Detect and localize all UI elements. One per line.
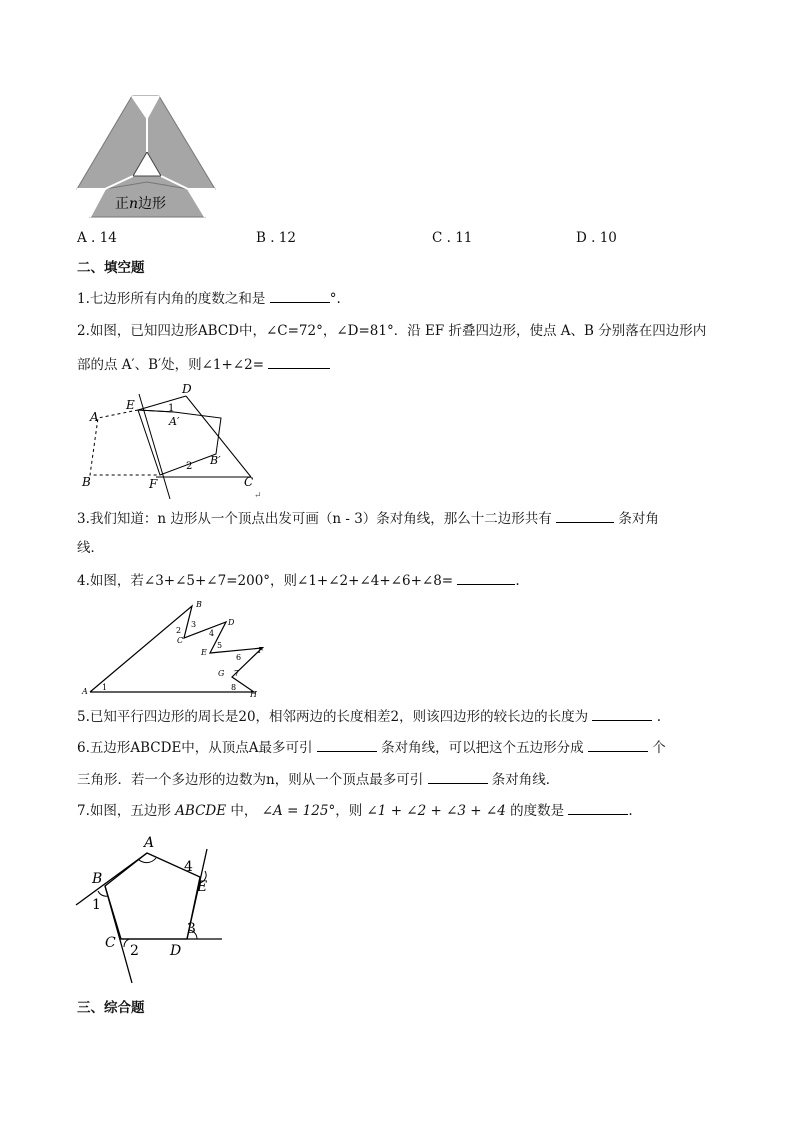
option-b: B . 12 — [256, 230, 296, 246]
svg-text:F: F — [149, 477, 158, 491]
answer-blank — [268, 354, 330, 369]
svg-text:B: B — [92, 871, 103, 887]
answer-blank — [457, 570, 515, 585]
svg-text:3: 3 — [187, 921, 196, 937]
answer-blank — [317, 737, 377, 752]
figure-pentagon — [74, 833, 230, 985]
answer-blank — [592, 706, 652, 721]
answer-blank — [556, 508, 614, 523]
svg-text:B′: B′ — [210, 454, 221, 467]
question-6-line-1: 6.五边形ABCDE中，从顶点A最多可引 条对角线，可以把这个五边形分成 个 — [77, 737, 666, 758]
svg-text:B: B — [196, 600, 202, 609]
svg-text:A: A — [144, 835, 155, 851]
svg-text:E: E — [126, 398, 135, 412]
svg-text:2: 2 — [186, 461, 193, 472]
svg-text:2: 2 — [130, 943, 139, 959]
svg-text:F: F — [258, 646, 264, 655]
svg-text:D: D — [228, 618, 235, 627]
figure-zigzag-angles — [76, 598, 272, 700]
svg-text:6: 6 — [236, 653, 242, 662]
svg-text:D: D — [182, 382, 192, 396]
svg-text:7: 7 — [234, 669, 240, 678]
svg-text:1: 1 — [168, 403, 175, 414]
section-title-fill-blank: 二、填空题 — [77, 260, 145, 276]
question-2-line-2: 部的点 A′、B′处，则∠1+∠2= — [77, 354, 330, 375]
svg-text:A′: A′ — [169, 415, 180, 428]
answer-blank — [270, 288, 330, 303]
section-title-comprehensive: 三、综合题 — [77, 1000, 145, 1016]
svg-text:1: 1 — [102, 683, 108, 692]
svg-text:D: D — [170, 943, 182, 959]
question-5: 5.已知平行四边形的周长是20，相邻两边的长度相差2，则该四边形的较长边的长度为 . — [77, 706, 661, 727]
question-1: 1.七边形所有内角的度数之和是 °. — [77, 288, 341, 309]
question-3-line-1: 3.我们知道：n 边形从一个顶点出发可画（n - 3）条对角线，那么十二边形共有 条对角 — [77, 508, 659, 529]
svg-text:C: C — [244, 475, 254, 489]
svg-text:4: 4 — [209, 629, 215, 638]
option-c: C . 11 — [432, 230, 473, 246]
svg-text:A: A — [82, 687, 88, 696]
svg-text:5: 5 — [217, 641, 223, 650]
answer-blank — [428, 769, 488, 784]
svg-text:C: C — [177, 636, 184, 645]
svg-text:4: 4 — [184, 859, 193, 875]
svg-text:G: G — [218, 669, 225, 678]
figure-folded-quadrilateral — [76, 380, 276, 502]
option-d: D . 10 — [576, 230, 617, 246]
figure-label: 正n边形 — [115, 196, 167, 212]
svg-text:B: B — [82, 475, 91, 489]
answer-blank — [568, 800, 628, 815]
question-7: 7.如图，五边形 ABCDE 中， ∠A = 125°，则 ∠1 + ∠2 + ∠3 + ∠4 的度数是 . — [77, 800, 633, 821]
svg-text:A: A — [90, 410, 99, 424]
svg-text:3: 3 — [191, 620, 197, 629]
svg-text:↵: ↵ — [254, 491, 262, 501]
svg-text:E: E — [197, 879, 208, 895]
svg-text:2: 2 — [176, 626, 182, 635]
figure-regular-polygon — [75, 94, 220, 218]
svg-text:E: E — [201, 648, 207, 657]
svg-text:H: H — [250, 690, 257, 699]
answer-blank — [588, 737, 648, 752]
svg-text:1: 1 — [92, 897, 101, 913]
option-a: A . 14 — [77, 230, 117, 246]
question-2-line-1: 2.如图，已知四边形ABCD中，∠C=72°，∠D=81°．沿 EF 折叠四边形，使点 A、B 分别落在四边形内 — [77, 323, 707, 339]
question-6-line-2: 三角形．若一个多边形的边数为n，则从一个顶点最多可引 条对角线． — [77, 769, 559, 790]
question-3-line-2: 线． — [77, 540, 104, 556]
svg-text:8: 8 — [231, 683, 237, 692]
question-4: 4.如图，若∠3+∠5+∠7=200°，则∠1+∠2+∠4+∠6+∠8= . — [77, 570, 520, 591]
svg-text:C: C — [105, 935, 116, 951]
